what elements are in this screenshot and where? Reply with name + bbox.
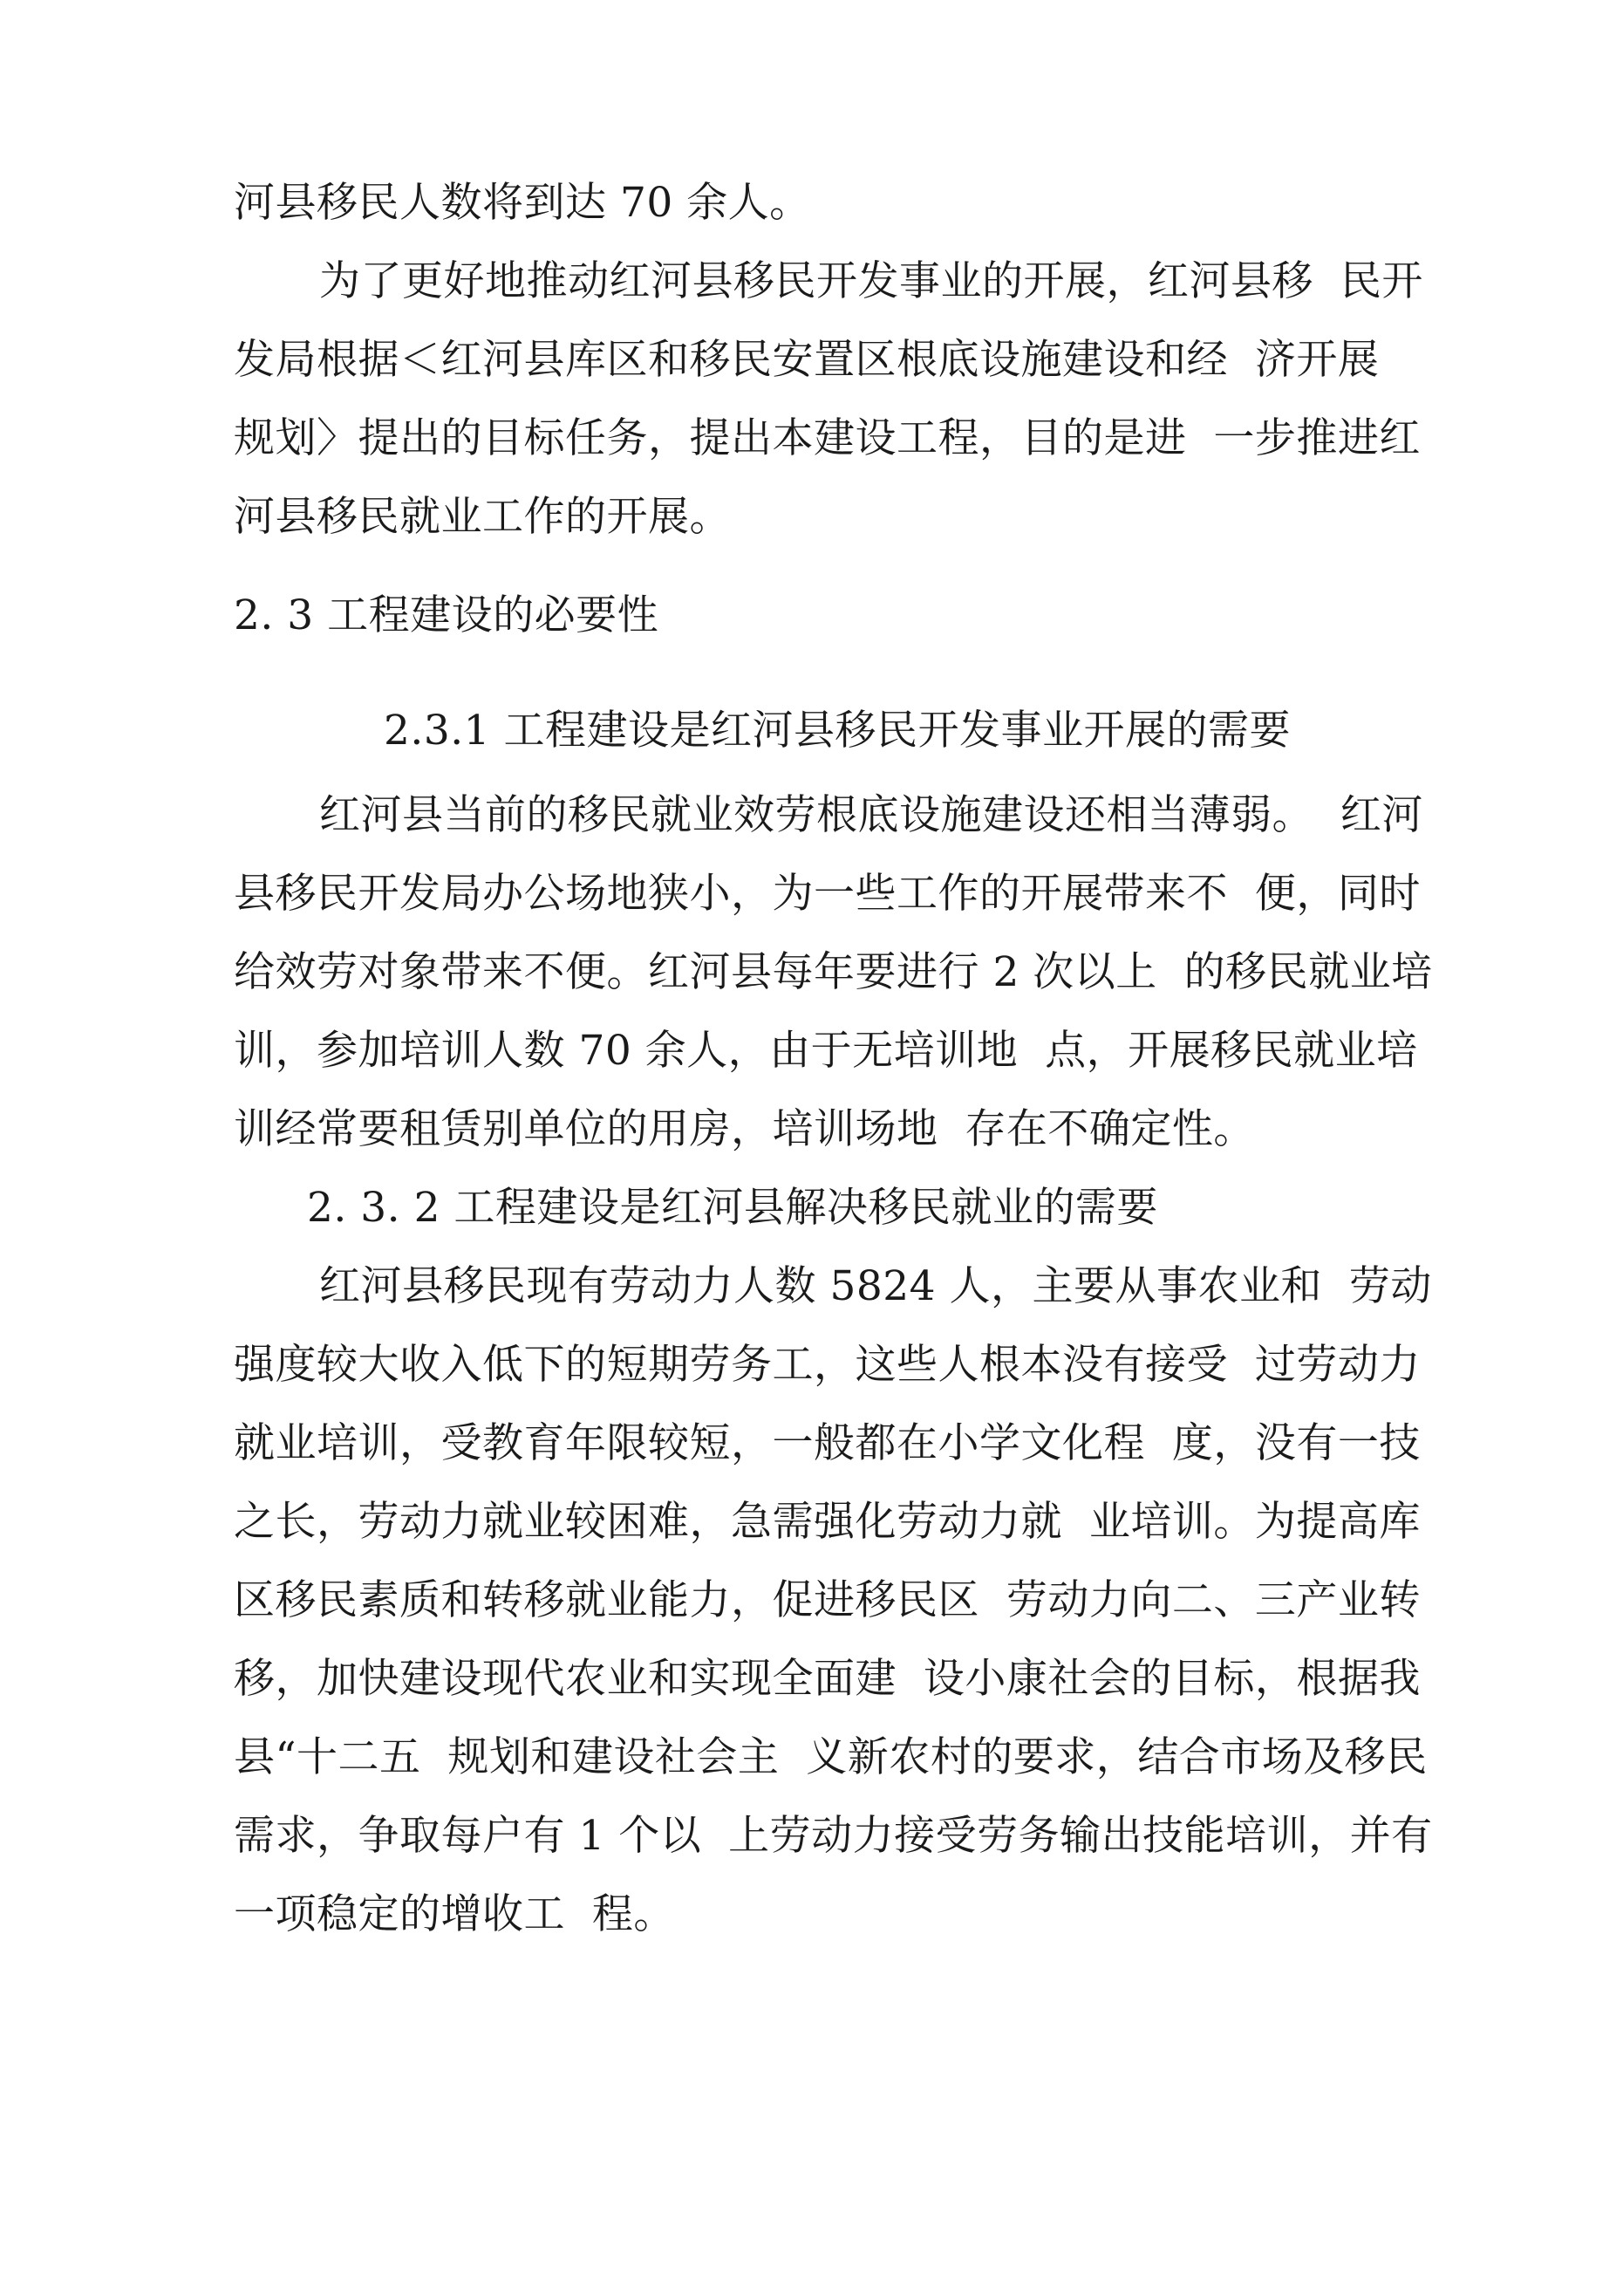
paragraph-line: 县移民开发局办公场地狭小，为一些工作的开展带来不 便，同时: [234, 870, 1421, 918]
paragraph-line: 训，参加培训人数 70 余人，由于无培训地 点，开展移民就业培: [234, 1027, 1418, 1075]
paragraph-line: 规划〉提出的目标任务，提出本建设工程，目的是进 一步推进红: [234, 414, 1421, 462]
subsection-heading: 2.3.1 工程建设是红河县移民开发事业开展的需要: [384, 707, 1292, 755]
paragraph-line: 发局根据＜红河县库区和移民安置区根底设施建设和经 济开展: [234, 336, 1380, 384]
paragraph-line: 河县移民人数将到达 70 余人。: [234, 179, 811, 227]
paragraph-line: 强度较大收入低下的短期劳务工，这些人根本没有接受 过劳动力: [234, 1341, 1421, 1389]
paragraph-line: 一项稳定的增收工 程。: [234, 1890, 675, 1938]
subsection-heading: 2. 3. 2 工程建设是红河县解决移民就业的需要: [307, 1184, 1158, 1232]
paragraph-line: 县“十二五 规划和建设社会主 义新农村的要求，结合市场及移民: [234, 1733, 1428, 1781]
paragraph-line: 为了更好地推动红河县移民开发事业的开展，红河县移 民开: [319, 257, 1423, 305]
paragraph-line: 就业培训，受教育年限较短，一般都在小学文化程 度，没有一技: [234, 1419, 1421, 1467]
paragraph-line: 红河县当前的移民就业效劳根底设施建设还相当薄弱。 红河: [319, 791, 1423, 839]
paragraph-line: 河县移民就业工作的开展。: [234, 493, 731, 541]
paragraph-line: 训经常要租赁别单位的用房，培训场地 存在不确定性。: [234, 1105, 1255, 1153]
paragraph-line: 需求，争取每户有 1 个以 上劳动力接受劳务输出技能培训，并有: [234, 1812, 1433, 1860]
paragraph-line: 红河县移民现有劳动力人数 5824 人，主要从事农业和 劳动: [319, 1262, 1432, 1310]
paragraph-line: 之长，劳动力就业较困难，急需强化劳动力就 业培训。为提高库: [234, 1498, 1421, 1546]
paragraph-line: 区移民素质和转移就业能力，促进移民区 劳动力向二、三产业转: [234, 1576, 1421, 1624]
section-heading: 2. 3 工程建设的必要性: [234, 591, 659, 639]
paragraph-line: 给效劳对象带来不便。红河县每年要进行 2 次以上 的移民就业培: [234, 948, 1433, 996]
paragraph-line: 移，加快建设现代农业和实现全面建 设小康社会的目标，根据我: [234, 1655, 1421, 1703]
